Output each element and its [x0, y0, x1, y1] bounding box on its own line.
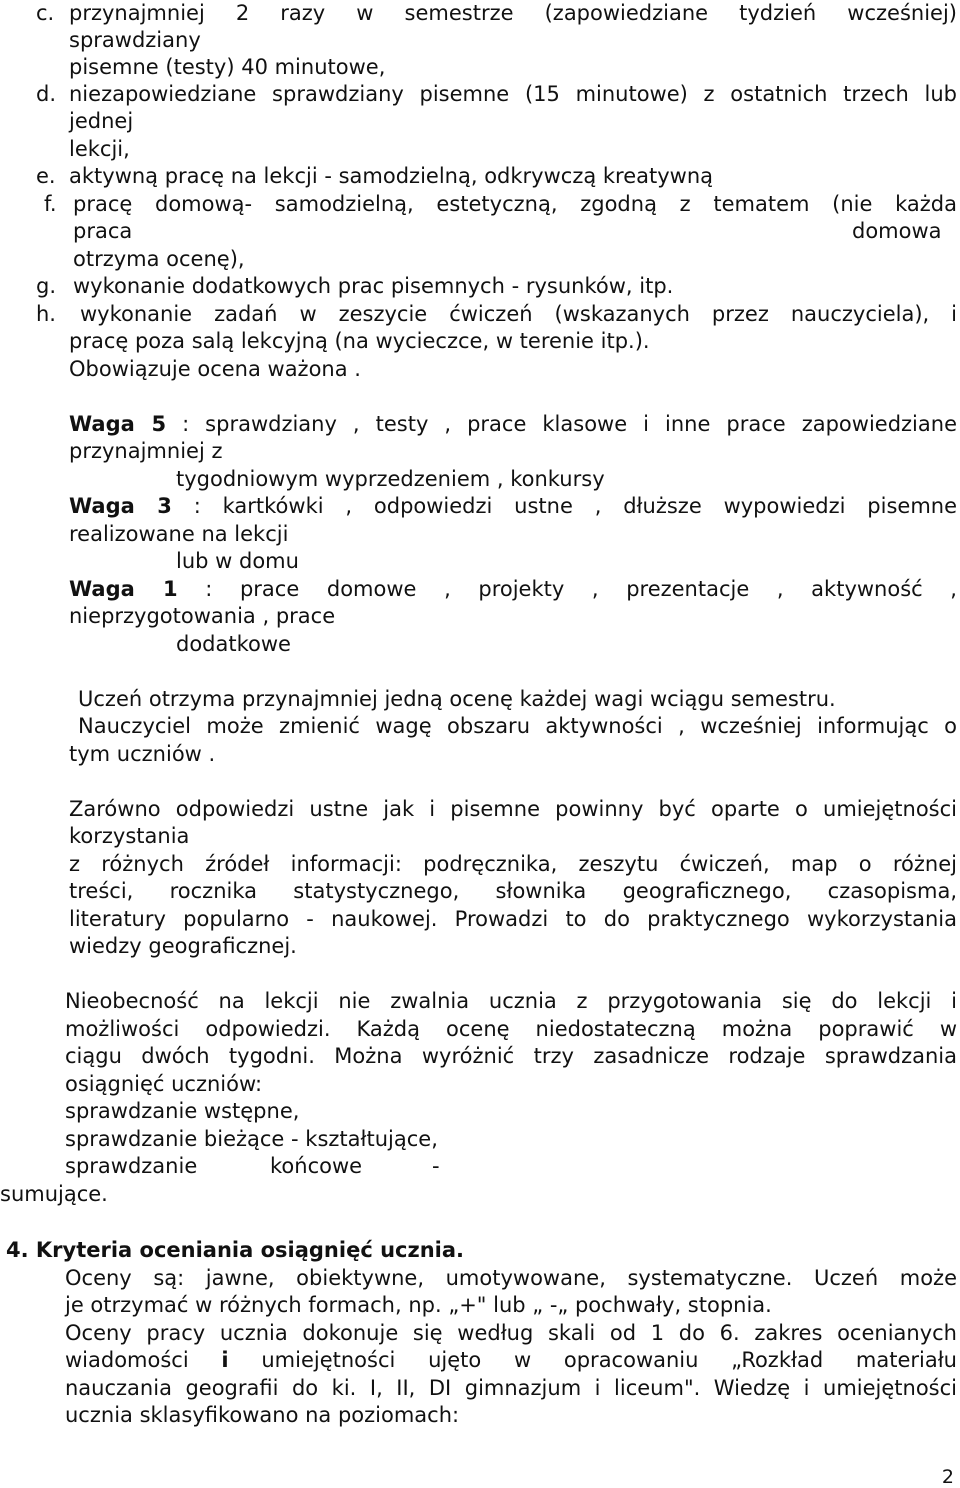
list-item-text: pisemne (testy) 40 minutowe,: [69, 55, 386, 79]
list-item-text: jednej: [69, 109, 134, 133]
paragraph-line: osiągnięć uczniów:: [65, 1072, 263, 1096]
list-item-text: praca: [73, 219, 133, 243]
weight-description: realizowane na lekcji: [69, 522, 289, 546]
paragraph-line: końcowe: [270, 1154, 363, 1178]
paragraph-line: literatury popularno - naukowej. Prowadzi to do praktycznego wykorzystania: [69, 907, 957, 931]
weight-description: dodatkowe: [176, 632, 291, 656]
paragraph-line: Uczeń otrzyma przynajmniej jedną ocenę każdej wagi wciągu semestru.: [78, 687, 836, 711]
list-item-text: wykonanie dodatkowych prac pisemnych - rysunków, itp.: [73, 274, 674, 298]
list-item-text: pracę domową- samodzielną, estetyczną, zgodną z tematem (nie każda: [73, 192, 957, 216]
paragraph-line: Oceny pracy ucznia dokonuje się według skali od 1 do 6. zakres ocenianych: [65, 1321, 957, 1345]
list-marker: c.: [36, 1, 55, 25]
list-item-text: domowa: [852, 219, 942, 243]
paragraph-line: treści, rocznika statystycznego, słownika geograficznego, czasopisma,: [69, 879, 957, 903]
list-item-text: sprawdziany: [69, 28, 201, 52]
paragraph-line: [65, 1347, 957, 1374]
weight-line: [69, 411, 957, 438]
text-run: wiadomości: [65, 1348, 222, 1372]
list-item-text: wykonanie zadań w zeszycie ćwiczeń (wskazanych przez nauczyciela), i: [80, 302, 957, 326]
list-marker: d.: [36, 82, 57, 106]
weight-label: Waga 5: [69, 412, 167, 436]
page-number: 2: [941, 1466, 954, 1488]
list-item-text: aktywną pracę na lekcji - samodzielną, odkrywczą kreatywną: [69, 164, 714, 188]
list-marker: g.: [36, 274, 57, 298]
list-item-text: otrzyma ocenę),: [73, 247, 245, 271]
weight-label: Waga 3: [69, 494, 172, 518]
weight-description: lub w domu: [176, 549, 299, 573]
weight-label: Waga 1: [69, 577, 178, 601]
paragraph-line: sprawdzanie wstępne,: [65, 1099, 300, 1123]
paragraph-line: ciągu dwóch tygodni. Można wyróżnić trzy zasadnicze rodzaje sprawdzania: [65, 1044, 957, 1068]
paragraph-line: Nauczyciel może zmienić wagę obszaru aktywności , wcześniej informując o: [78, 714, 957, 738]
paragraph-line: sumujące.: [0, 1182, 108, 1206]
weight-description: tygodniowym wyprzedzeniem , konkursy: [176, 467, 605, 491]
list-marker: h.: [36, 302, 56, 326]
paragraph-line: wiedzy geograficznej.: [69, 934, 297, 958]
weight-description: : kartkówki , odpowiedzi ustne , dłuższe wypowiedzi pisemne: [171, 494, 957, 518]
list-item-text: niezapowiedziane sprawdziany pisemne (15 minutowe) z ostatnich trzech lub: [69, 82, 957, 106]
paragraph-line: Nieobecność na lekcji nie zwalnia ucznia z przygotowania się do lekcji i: [65, 989, 957, 1013]
paragraph-line: sprawdzanie: [65, 1154, 198, 1178]
weight-description: nieprzygotowania , prace: [69, 604, 336, 628]
text-run: umiejętności ujęto w opracowaniu „Rozkład materiału: [228, 1348, 957, 1372]
paragraph-line: nauczania geografii do ki. I, II, DI gimnazjum i liceum". Wiedzę i umiejętności: [65, 1376, 957, 1400]
section-heading: 4. Kryteria oceniania osiągnięć ucznia.: [6, 1238, 465, 1262]
weight-description: : prace domowe , projekty , prezentacje , aktywność ,: [177, 577, 957, 601]
list-item-text: przynajmniej 2 razy w semestrze (zapowiedziane tydzień wcześniej): [69, 1, 957, 25]
list-item-text: lekcji,: [69, 137, 130, 161]
paragraph-line: tym uczniów .: [69, 742, 216, 766]
paragraph-line: sprawdzanie bieżące - kształtujące,: [65, 1127, 438, 1151]
list-marker: e.: [36, 164, 56, 188]
paragraph-line: ucznia sklasyfikowano na poziomach:: [65, 1403, 460, 1427]
paragraph-line: korzystania: [69, 824, 190, 848]
list-item-text: pracę poza salą lekcyjną (na wycieczce, w terenie itp.).: [69, 329, 650, 353]
paragraph-line: je otrzymać w różnych formach, np. „+" lub „ -„ pochwały, stopnia.: [65, 1293, 772, 1317]
paragraph-line: możliwości odpowiedzi. Każdą ocenę niedostateczną można poprawić w: [65, 1017, 957, 1041]
paragraph-line: -: [432, 1154, 440, 1178]
weight-line: [69, 493, 957, 520]
weight-description: : sprawdziany , testy , prace klasowe i inne prace zapowiedziane: [166, 412, 957, 436]
list-marker: f.: [44, 192, 57, 216]
weight-line: [69, 576, 957, 603]
paragraph-line: z różnych źródeł informacji: podręcznika, zeszytu ćwiczeń, map o różnej: [69, 852, 957, 876]
list-item-text: Obowiązuje ocena ważona .: [69, 357, 361, 381]
paragraph-line: Oceny są: jawne, obiektywne, umotywowane, systematyczne. Uczeń może: [65, 1266, 957, 1290]
text-run-bold: i: [221, 1348, 229, 1372]
weight-description: przynajmniej z: [69, 439, 223, 463]
paragraph-line: Zarówno odpowiedzi ustne jak i pisemne powinny być oparte o umiejętności: [69, 797, 957, 821]
